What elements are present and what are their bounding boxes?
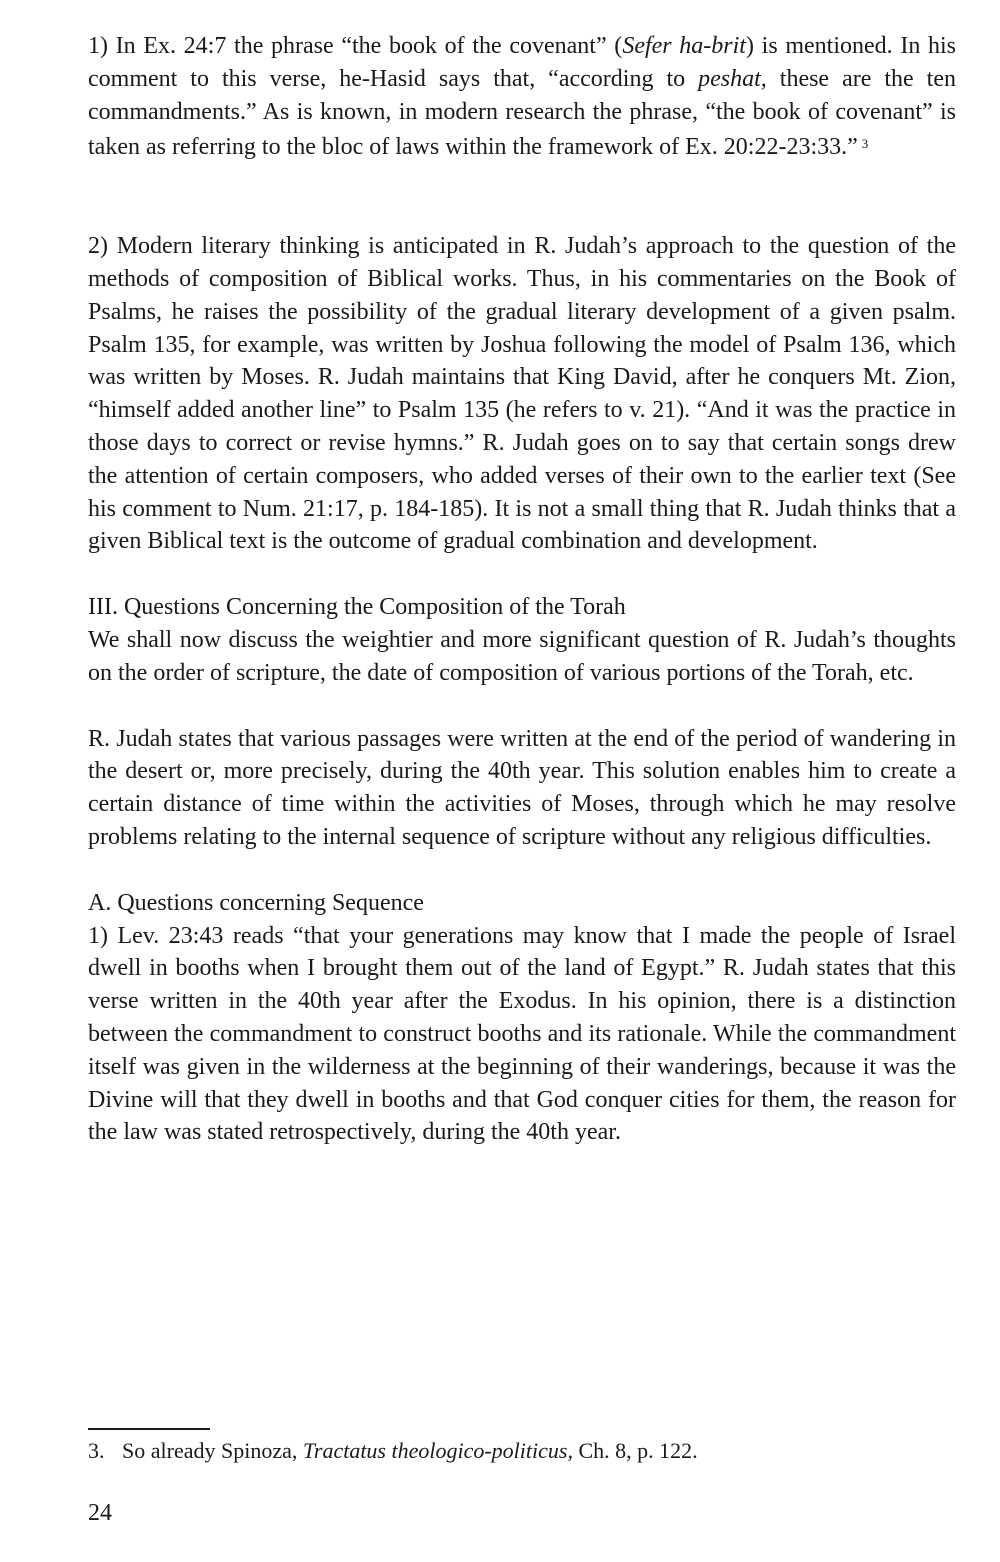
paragraph-ex-24-7: 1) In Ex. 24:7 the phrase “the book of the covenant” (Sefer ha-brit) is mentioned. In his comment to this verse, he-Hasid says that, “according to peshat, these are the ten commandments.” As is known, in modern research the phrase, “the book of covenant” is taken as referring to the bloc of laws within the framework of Ex. 20:22-23:33.” $^3$ bbox=[88, 33, 957, 161]
paragraph-lev-23-43: 1) Lev. 23:43 reads “that your generations may know that I made the people of Israel dwell in booths when I brought them out of the land of Egypt.” R. Judah states that this verse written in the 40th year after the Exodus. In his opinion, there is a distinction between the commandment to construct booths and its rationale. While the commandment itself was given in the wilderness at the beginning of their wanderings, because it was the Divine will that they dwell in booths and that God conquer cities for them, the reason for the law was stated retrospectively, during the 40th year. bbox=[88, 922, 956, 1146]
page-number: 24 bbox=[88, 1500, 112, 1526]
footnote-book-title: Tractatus theologico-politicus, bbox=[302, 1438, 573, 1463]
footnote-number: 3. bbox=[88, 1438, 105, 1463]
footnote-reference[interactable]: 3 bbox=[861, 136, 869, 152]
subsection-heading-a: A. Questions concerning Sequence bbox=[88, 889, 424, 916]
footnote: 3. So already Spinoza, Tractatus theologico-politicus, Ch. 8, p. 122. bbox=[88, 1436, 956, 1466]
page-body bbox=[88, 30, 956, 1149]
paragraph-weightier-question: We shall now discuss the weightier and more significant question of R. Judah’s thoughts on the order of scripture, the date of composition of various portions of the Torah, etc. bbox=[88, 626, 956, 686]
footnote-divider bbox=[88, 1428, 210, 1430]
paragraph-literary-thinking: 2) Modern literary thinking is anticipated in R. Judah’s approach to the question of the methods of composition of Biblical works. Thus, in his commentaries on the Book of Psalms, he raises the possibility of the gradual literary development of a given psalm. Psalm 135, for example, was written by Joshua following the model of Psalm 136, which was written by Moses. R. Judah maintains that King David, after he conquers Mt. Zion, “himself added another line” to Psalm 135 (he refers to v. 21). “And it was the practice in those days to correct or revise hymns.” R. Judah goes on to say that certain songs drew the attention of certain composers, who added verses of their own to the earlier text (See his comment to Num. 21:17, p. 184-185). It is not a small thing that R. Judah thinks that a given Biblical text is the outcome of gradual combination and development. bbox=[88, 233, 956, 555]
section-heading-iii: III. Questions Concerning the Composition of the Torah bbox=[88, 594, 626, 621]
paragraph-40th-year: R. Judah states that various passages were written at the end of the period of wandering in the desert or, more precisely, during the 40th year. This solution enables him to create a certain distance of time within the activities of Moses, through which he may resolve problems relating to the internal sequence of scripture without any religious difficulties. bbox=[88, 725, 956, 850]
